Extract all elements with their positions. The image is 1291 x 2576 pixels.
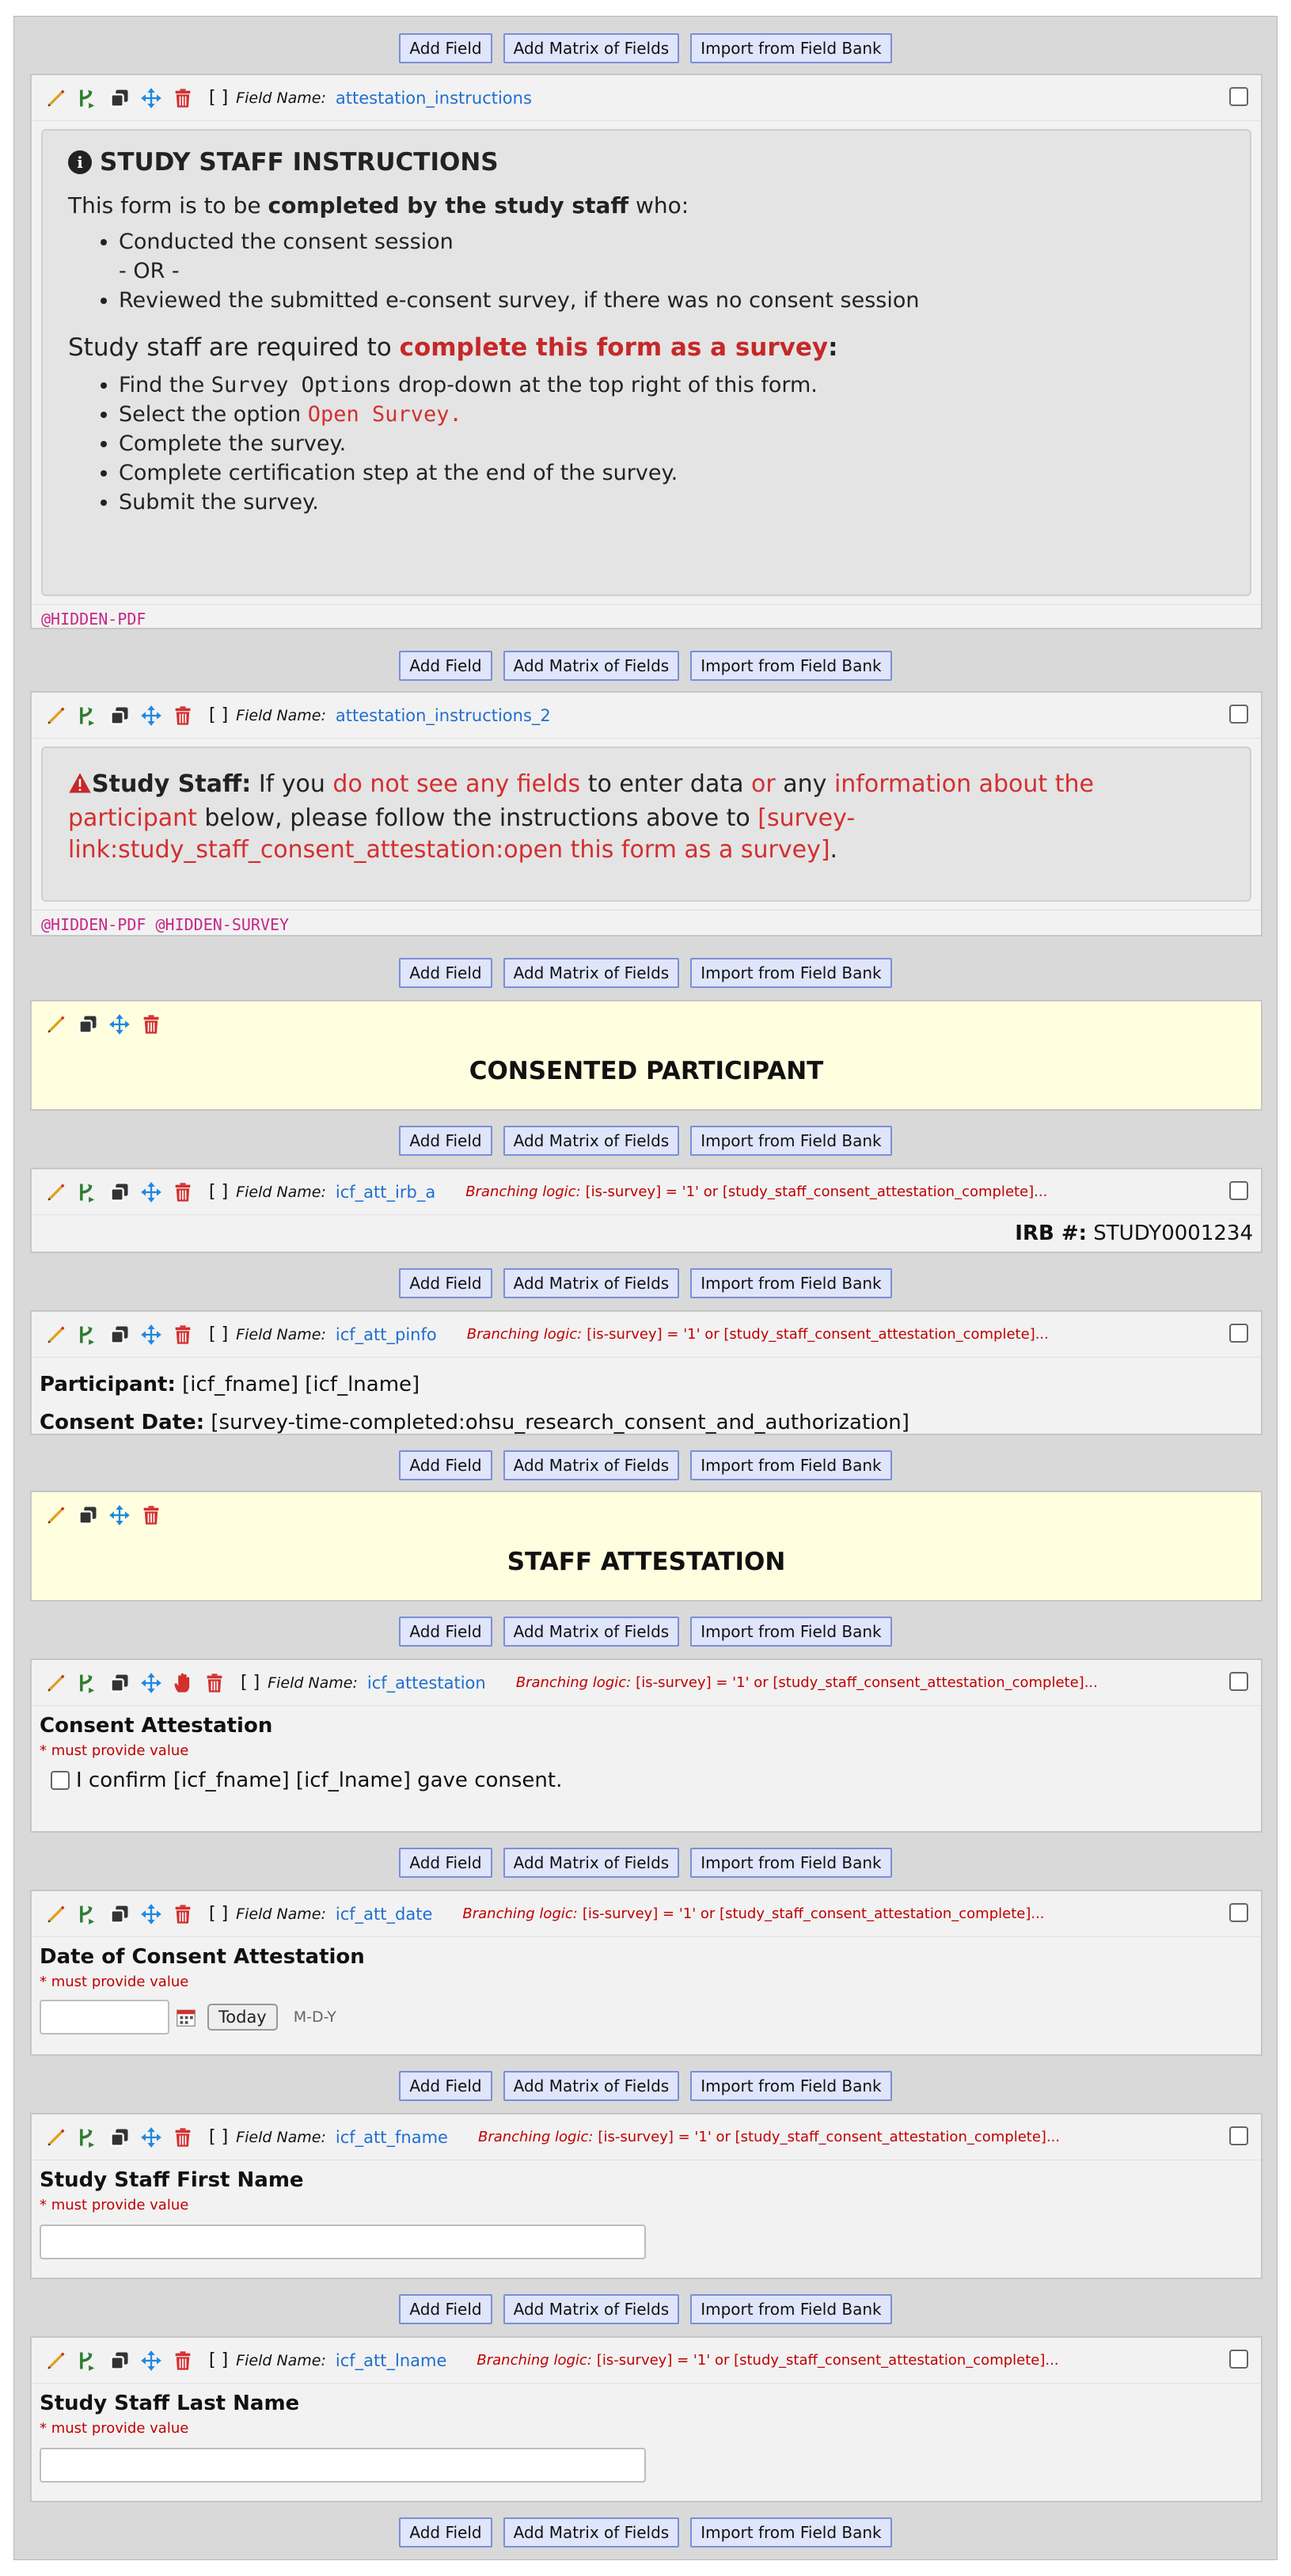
list-item: • Select the option Open Survey. <box>119 402 1225 427</box>
checkbox-option[interactable] <box>32 1764 1261 1792</box>
trash-icon[interactable] <box>171 86 195 110</box>
field-bracket: [ ] <box>241 1673 260 1693</box>
required-note: * must provide value <box>40 2420 189 2437</box>
add-matrix-button[interactable]: Add Matrix of Fields <box>503 1268 680 1298</box>
add-field-row <box>14 1442 1277 1489</box>
branch-icon[interactable] <box>76 86 100 110</box>
participant-line: Participant: [icf_fname] [icf_lname] <box>40 1373 420 1396</box>
trash-icon[interactable] <box>203 1671 226 1695</box>
consent-checkbox[interactable] <box>51 1771 70 1790</box>
field-icf-att-pinfo <box>30 1310 1263 1435</box>
field-toolbar <box>32 1891 1261 1937</box>
trash-icon[interactable] <box>139 1503 163 1527</box>
copy-icon[interactable] <box>108 2349 131 2373</box>
steps-list <box>68 373 1225 515</box>
field-name-label: Field Name: <box>268 1674 358 1692</box>
move-icon[interactable] <box>108 1013 131 1036</box>
add-field-row <box>14 2509 1277 2556</box>
move-icon[interactable] <box>108 1503 131 1527</box>
add-matrix-button[interactable]: Add Matrix of Fields <box>503 1450 680 1480</box>
section-header-consented-participant <box>30 1000 1263 1111</box>
copy-icon[interactable] <box>108 1323 131 1347</box>
instructions-description <box>41 129 1251 596</box>
list-item: • Complete the survey. <box>119 431 1225 456</box>
field-toolbar <box>32 1660 1261 1706</box>
date-input-row <box>32 1995 1261 2035</box>
list-item: • Reviewed the submitted e-consent survey, if there was no consent session <box>119 288 1225 313</box>
import-field-bank-button[interactable]: Import from Field Bank <box>690 1268 891 1298</box>
add-field-button[interactable]: Add Field <box>399 958 492 988</box>
import-field-bank-button[interactable]: Import from Field Bank <box>690 2071 891 2101</box>
field-name-value[interactable]: icf_att_lname <box>335 2350 447 2370</box>
copy-icon[interactable] <box>108 1180 131 1204</box>
move-icon[interactable] <box>139 2126 163 2149</box>
branch-icon[interactable] <box>76 2349 100 2373</box>
import-field-bank-button[interactable]: Import from Field Bank <box>690 33 891 63</box>
add-matrix-button[interactable]: Add Matrix of Fields <box>503 651 680 681</box>
section-header-staff-attestation <box>30 1491 1263 1601</box>
field-select-checkbox[interactable] <box>1229 705 1248 724</box>
instructions-requirement: Study staff are required to complete this form as a survey: <box>68 333 838 362</box>
first-name-input[interactable] <box>40 2225 646 2259</box>
list-item: • Find the Survey Options drop-down at the top right of this form. <box>119 373 1225 397</box>
branch-icon[interactable] <box>76 1180 100 1204</box>
info-icon: i <box>68 150 92 174</box>
branching-logic-value[interactable]: [is-survey] = '1' or [study_staff_consent_attestation_complete]... <box>585 1184 1048 1200</box>
field-name-label: Field Name: <box>236 706 326 724</box>
trash-icon[interactable] <box>171 2349 195 2373</box>
list-item: • Submit the survey. <box>119 490 1225 515</box>
field-bracket: [ ] <box>209 1324 229 1344</box>
move-icon[interactable] <box>139 1902 163 1926</box>
add-field-button[interactable]: Add Field <box>399 1450 492 1480</box>
import-field-bank-button[interactable]: Import from Field Bank <box>690 1450 891 1480</box>
add-matrix-button[interactable]: Add Matrix of Fields <box>503 1617 680 1647</box>
field-toolbar <box>32 1169 1261 1215</box>
branch-icon[interactable] <box>76 2126 100 2149</box>
branching-logic-label: Branching logic: <box>515 1674 632 1691</box>
field-select-checkbox[interactable] <box>1229 2350 1248 2369</box>
branching-logic-value[interactable]: [is-survey] = '1' or [study_staff_consent_attestation_complete]... <box>587 1326 1049 1343</box>
branching-logic-value[interactable]: [is-survey] = '1' or [study_staff_consent_attestation_complete]... <box>598 2129 1061 2145</box>
add-field-row <box>14 949 1277 997</box>
pencil-icon[interactable] <box>44 1013 68 1036</box>
branch-icon[interactable] <box>76 1323 100 1347</box>
field-name-value[interactable]: attestation_instructions_2 <box>335 705 551 725</box>
trash-icon[interactable] <box>171 1323 195 1347</box>
add-matrix-button[interactable]: Add Matrix of Fields <box>503 1848 680 1878</box>
add-field-button[interactable]: Add Field <box>399 33 492 63</box>
field-name-value[interactable]: icf_att_fname <box>335 2127 448 2147</box>
field-toolbar <box>32 1312 1261 1358</box>
branching-logic-label: Branching logic: <box>465 1184 581 1200</box>
pencil-icon[interactable] <box>44 2349 68 2373</box>
action-tags: @HIDDEN-PDF <box>32 604 1261 635</box>
irb-label: IRB #: STUDY0001234 <box>1015 1222 1253 1245</box>
field-icf-attestation <box>30 1658 1263 1833</box>
field-select-checkbox[interactable] <box>1229 1672 1248 1691</box>
field-select-checkbox[interactable] <box>1229 1903 1248 1922</box>
copy-icon[interactable] <box>108 2126 131 2149</box>
move-icon[interactable] <box>139 1180 163 1204</box>
field-name-value[interactable]: icf_attestation <box>366 1673 486 1693</box>
add-matrix-button[interactable]: Add Matrix of Fields <box>503 1126 680 1156</box>
branch-icon[interactable] <box>76 1671 100 1695</box>
pencil-icon[interactable] <box>44 704 68 728</box>
calendar-icon[interactable] <box>174 2005 198 2029</box>
field-toolbar <box>32 75 1261 121</box>
import-field-bank-button[interactable]: Import from Field Bank <box>690 651 891 681</box>
branch-icon[interactable] <box>76 704 100 728</box>
copy-icon[interactable] <box>76 1013 100 1036</box>
field-attestation-instructions <box>30 74 1263 629</box>
add-field-button[interactable]: Add Field <box>399 1848 492 1878</box>
field-icf-att-irb-a <box>30 1168 1263 1253</box>
field-bracket: [ ] <box>209 1904 229 1924</box>
online-designer-panel <box>13 16 1278 2560</box>
checkbox-option-label[interactable]: I confirm [icf_fname] [icf_lname] gave consent. <box>76 1769 563 1792</box>
today-button[interactable]: Today <box>207 2004 278 2031</box>
participant-info <box>32 1358 1261 1442</box>
section-title: CONSENTED PARTICIPANT <box>469 1057 824 1085</box>
required-note: * must provide value <box>40 2197 189 2213</box>
field-name-label: Field Name: <box>236 2351 326 2369</box>
add-field-row <box>14 1839 1277 1886</box>
field-toolbar <box>32 2114 1261 2160</box>
field-select-checkbox[interactable] <box>1229 1324 1248 1343</box>
copy-icon[interactable] <box>108 86 131 110</box>
instructions-heading <box>68 148 1225 177</box>
import-field-bank-button[interactable]: Import from Field Bank <box>690 958 891 988</box>
add-matrix-button[interactable]: Add Matrix of Fields <box>503 33 680 63</box>
trash-icon[interactable] <box>171 2126 195 2149</box>
pencil-icon[interactable] <box>44 1503 68 1527</box>
add-field-button[interactable]: Add Field <box>399 1268 492 1298</box>
stop-hand-icon[interactable] <box>171 1671 195 1695</box>
field-attestation-instructions-2 <box>30 691 1263 937</box>
add-field-row <box>14 1260 1277 1307</box>
pencil-icon[interactable] <box>44 1902 68 1926</box>
branching-logic-label: Branching logic: <box>466 1326 583 1343</box>
copy-icon[interactable] <box>108 704 131 728</box>
pencil-icon[interactable] <box>44 1323 68 1347</box>
field-toolbar <box>32 693 1261 739</box>
trash-icon[interactable] <box>171 1902 195 1926</box>
field-name-value[interactable]: icf_att_pinfo <box>335 1324 437 1344</box>
branching-logic-value[interactable]: [is-survey] = '1' or [study_staff_consent_attestation_complete]... <box>582 1905 1045 1922</box>
trash-icon[interactable] <box>171 1180 195 1204</box>
add-field-row <box>14 2062 1277 2110</box>
date-format-hint: M-D-Y <box>293 2008 336 2026</box>
branching-logic-value[interactable]: [is-survey] = '1' or [study_staff_consent_attestation_complete]... <box>596 2352 1059 2369</box>
add-field-row <box>14 1117 1277 1165</box>
field-label: Study Staff First Name <box>40 2168 304 2192</box>
field-name-value[interactable]: icf_att_date <box>335 1904 433 1924</box>
field-icf-att-lname <box>30 2336 1263 2502</box>
field-name-value[interactable]: attestation_instructions <box>335 88 532 108</box>
import-field-bank-button[interactable]: Import from Field Bank <box>690 2294 891 2324</box>
field-label: Consent Attestation <box>40 1714 273 1738</box>
field-icf-att-fname <box>30 2113 1263 2279</box>
trash-icon[interactable] <box>171 704 195 728</box>
field-name-label: Field Name: <box>236 1183 326 1201</box>
add-matrix-button[interactable]: Add Matrix of Fields <box>503 2071 680 2101</box>
pencil-icon[interactable] <box>44 2126 68 2149</box>
list-item: • Complete certification step at the end of the survey. <box>119 461 1225 485</box>
move-icon[interactable] <box>139 704 163 728</box>
add-field-row <box>14 17 1277 80</box>
copy-icon[interactable] <box>108 1671 131 1695</box>
section-toolbar <box>32 1001 1261 1047</box>
field-select-checkbox[interactable] <box>1229 87 1248 106</box>
add-field-button[interactable]: Add Field <box>399 1126 492 1156</box>
field-select-checkbox[interactable] <box>1229 1181 1248 1200</box>
add-matrix-button[interactable]: Add Matrix of Fields <box>503 2517 680 2548</box>
add-field-row <box>14 1608 1277 1655</box>
instructions-intro: This form is to be completed by the study staff who: <box>68 192 689 218</box>
branching-logic-label: Branching logic: <box>462 1905 578 1922</box>
add-field-button[interactable]: Add Field <box>399 2071 492 2101</box>
required-note: * must provide value <box>40 1742 189 1759</box>
add-matrix-button[interactable]: Add Matrix of Fields <box>503 2294 680 2324</box>
field-toolbar <box>32 2338 1261 2384</box>
branching-logic-label: Branching logic: <box>477 2129 594 2145</box>
import-field-bank-button[interactable]: Import from Field Bank <box>690 2517 891 2548</box>
field-bracket: [ ] <box>209 2350 229 2370</box>
field-label: Study Staff Last Name <box>40 2392 300 2415</box>
field-label: Date of Consent Attestation <box>40 1945 365 1969</box>
add-field-button[interactable]: Add Field <box>399 1617 492 1647</box>
warning-icon <box>68 771 92 803</box>
who-list <box>68 230 1225 313</box>
add-field-button[interactable]: Add Field <box>399 2294 492 2324</box>
import-field-bank-button[interactable]: Import from Field Bank <box>690 1126 891 1156</box>
field-select-checkbox[interactable] <box>1229 2126 1248 2145</box>
pencil-icon[interactable] <box>44 1671 68 1695</box>
consent-date-line: Consent Date: [survey-time-completed:ohsu_research_consent_and_authorization] <box>40 1411 909 1434</box>
last-name-input[interactable] <box>40 2448 646 2483</box>
list-item: - OR - <box>119 259 180 283</box>
add-field-button[interactable]: Add Field <box>399 2517 492 2548</box>
required-note: * must provide value <box>40 1974 189 1990</box>
field-name-label: Field Name: <box>236 1905 326 1923</box>
move-icon[interactable] <box>139 1323 163 1347</box>
copy-icon[interactable] <box>108 1902 131 1926</box>
move-icon[interactable] <box>139 2349 163 2373</box>
field-bracket: [ ] <box>209 1182 229 1202</box>
section-toolbar <box>32 1492 1261 1538</box>
field-icf-att-date <box>30 1890 1263 2056</box>
import-field-bank-button[interactable]: Import from Field Bank <box>690 1617 891 1647</box>
list-item: • Conducted the consent session <box>119 230 1225 254</box>
move-icon[interactable] <box>139 1671 163 1695</box>
branching-logic-value[interactable]: [is-survey] = '1' or [study_staff_consent_attestation_complete]... <box>636 1674 1098 1691</box>
copy-icon[interactable] <box>76 1503 100 1527</box>
heading-text: STUDY STAFF INSTRUCTIONS <box>100 148 499 177</box>
action-tags: @HIDDEN-PDF @HIDDEN-SURVEY <box>32 910 1261 940</box>
add-field-button[interactable]: Add Field <box>399 651 492 681</box>
field-bracket: [ ] <box>209 705 229 725</box>
field-bracket: [ ] <box>209 88 229 108</box>
section-title: STAFF ATTESTATION <box>507 1548 786 1576</box>
date-input[interactable] <box>40 2000 169 2035</box>
field-name-label: Field Name: <box>236 2128 326 2146</box>
branching-logic-label: Branching logic: <box>477 2352 592 2369</box>
pencil-icon[interactable] <box>44 86 68 110</box>
branch-icon[interactable] <box>76 1902 100 1926</box>
field-name-label: Field Name: <box>236 89 326 107</box>
staff-warning-description: Study Staff: If you do not see any fields to enter data or any information about the participant below, please follow the instructions above to [survey-link:study_staff_consent_attestation:open this form as a survey]. <box>41 747 1251 902</box>
add-field-row <box>14 2285 1277 2333</box>
trash-icon[interactable] <box>139 1013 163 1036</box>
add-matrix-button[interactable]: Add Matrix of Fields <box>503 958 680 988</box>
import-field-bank-button[interactable]: Import from Field Bank <box>690 1848 891 1878</box>
add-field-row <box>14 642 1277 690</box>
field-name-value[interactable]: icf_att_irb_a <box>335 1182 436 1202</box>
field-name-label: Field Name: <box>236 1325 326 1343</box>
pencil-icon[interactable] <box>44 1180 68 1204</box>
move-icon[interactable] <box>139 86 163 110</box>
field-bracket: [ ] <box>209 2127 229 2147</box>
